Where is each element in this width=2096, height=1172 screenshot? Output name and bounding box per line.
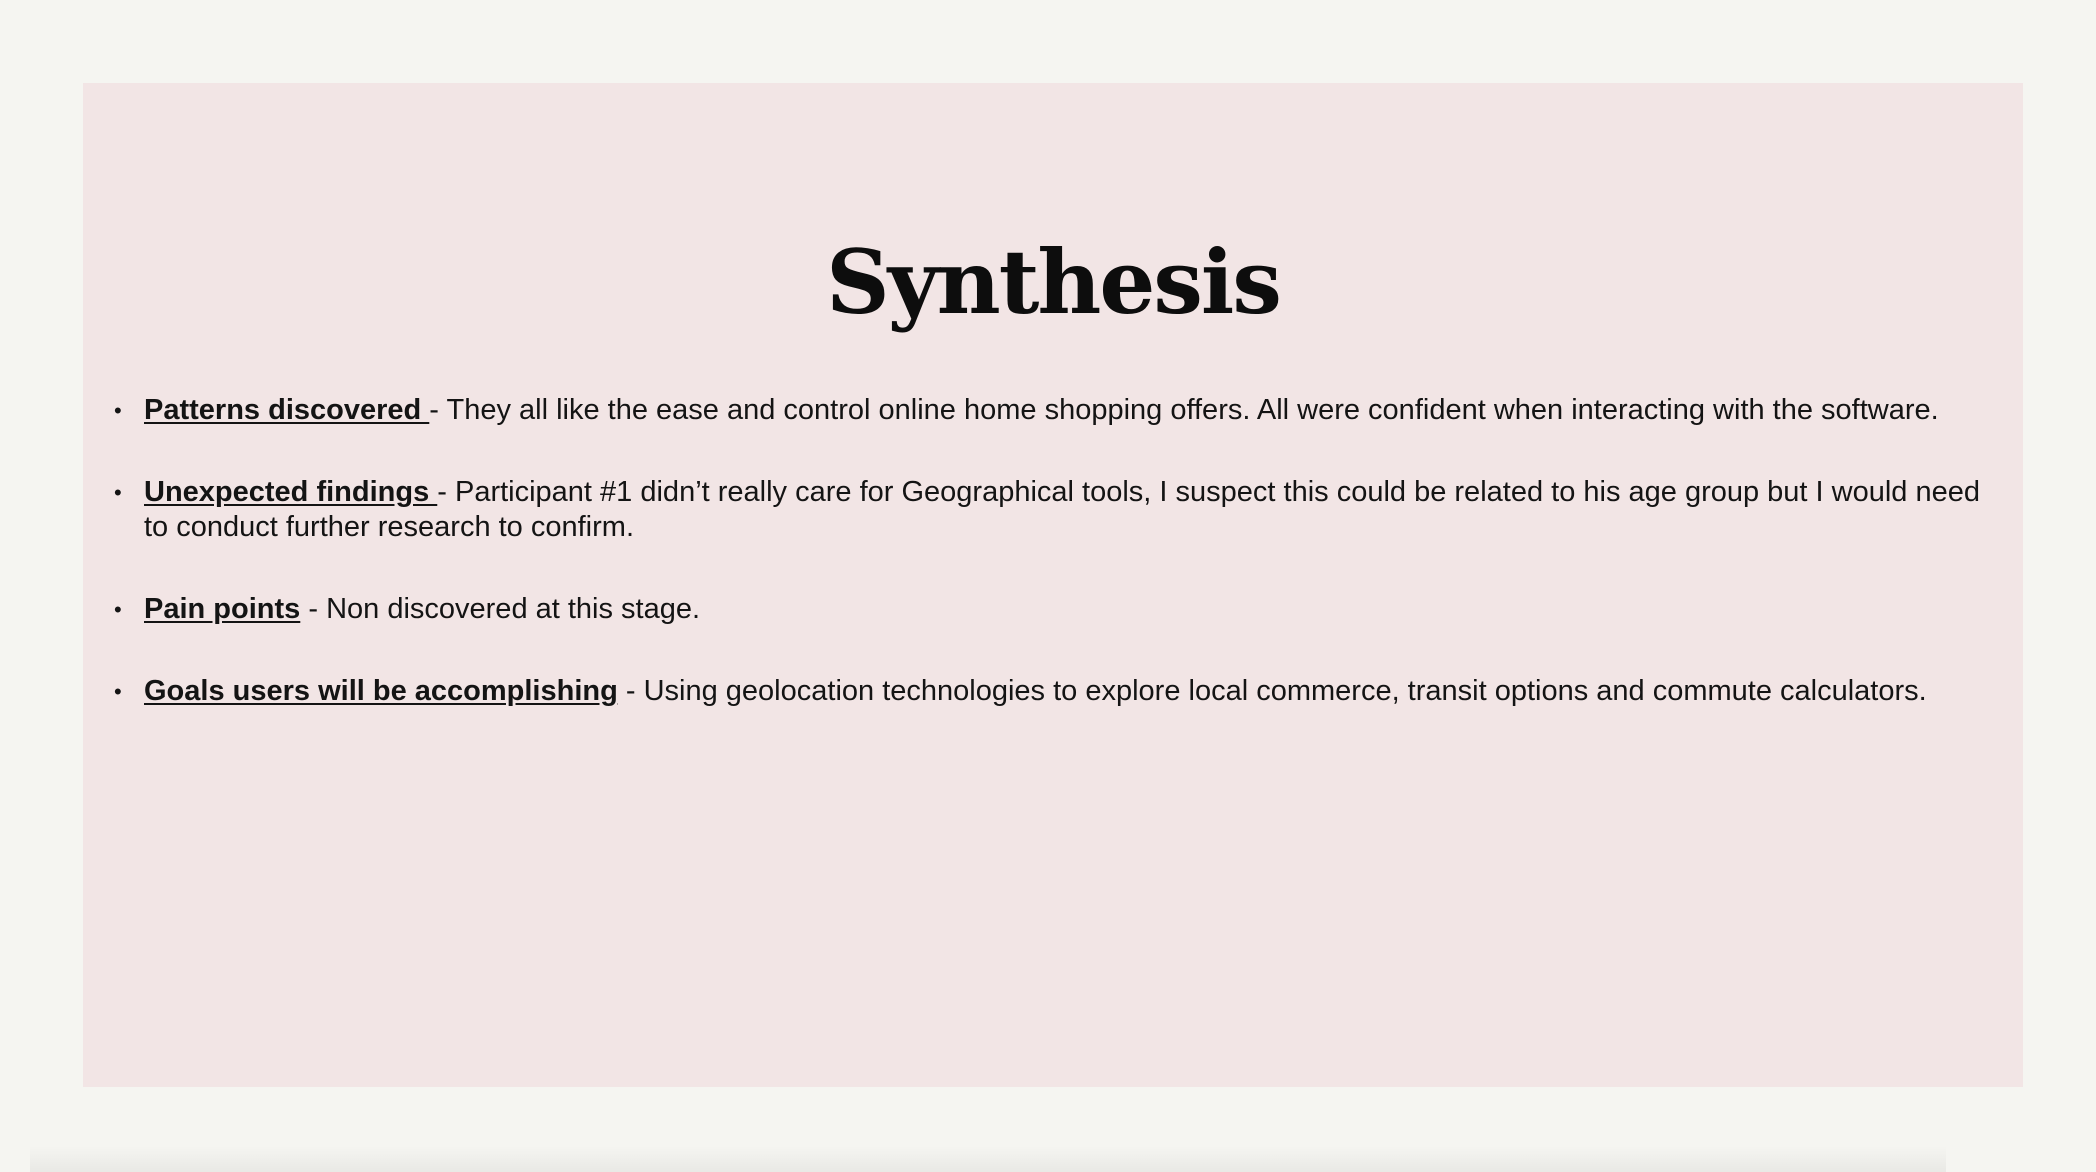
bullet-icon: • bbox=[114, 398, 122, 423]
slide bbox=[83, 83, 2023, 1087]
bullet-item-patterns bbox=[83, 393, 1983, 428]
bullet-text: - Using geolocation technologies to explore local commerce, transit options and commute calculators. bbox=[617, 675, 1927, 707]
bullet-icon: • bbox=[114, 679, 122, 704]
bullet-term: Goals users will be accomplishing bbox=[144, 675, 618, 707]
bullet-text: - Participant #1 didn’t really care for Geographical tools, I suspect this could be related to his age group but I would need to conduct further research to confirm. bbox=[144, 476, 1981, 543]
slide-title: Synthesis bbox=[826, 230, 1280, 334]
bullet-term: Unexpected findings bbox=[144, 476, 438, 508]
bullet-term: Pain points bbox=[144, 593, 301, 625]
bullet-item-goals bbox=[83, 674, 1983, 709]
bullet-icon: • bbox=[114, 480, 122, 505]
bullet-list bbox=[83, 393, 1983, 756]
bullet-icon: • bbox=[114, 597, 122, 622]
bullet-text: - They all like the ease and control online home shopping offers. All were confident when interacting with the software. bbox=[429, 394, 1939, 426]
bullet-text: - Non discovered at this stage. bbox=[300, 593, 701, 625]
bullet-term: Patterns discovered bbox=[144, 394, 430, 426]
bullet-item-unexpected bbox=[83, 475, 1983, 545]
bullet-item-pain-points bbox=[83, 592, 1983, 627]
bottom-shadow bbox=[30, 1146, 1946, 1172]
